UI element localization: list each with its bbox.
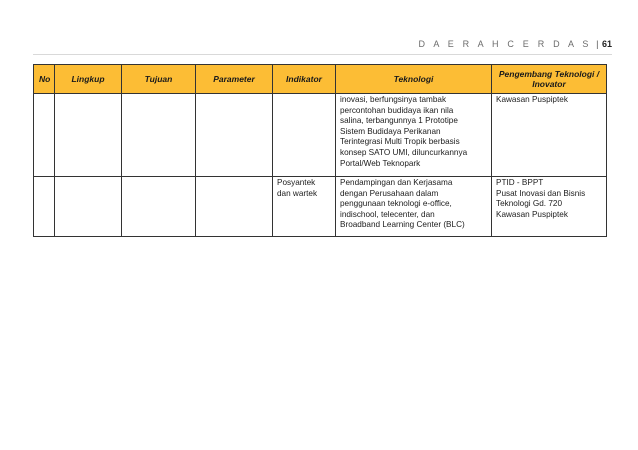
cell-pengembang [492, 177, 607, 237]
column-header-pengembang: Pengembang Teknologi / Inovator [492, 65, 607, 94]
table-row [34, 177, 607, 237]
column-header-parameter: Parameter [196, 65, 273, 94]
teknologi-line: percontohan budidaya ikan nila [340, 105, 454, 115]
page-number: 61 [601, 39, 612, 49]
cell-no [34, 177, 55, 237]
column-header-teknologi: Teknologi [336, 65, 492, 94]
cell-no [34, 94, 55, 177]
teknologi-line: konsep SATO UMI, diluncurkannya [340, 147, 468, 157]
cell-tujuan [122, 177, 196, 237]
teknologi-line: indischool, telecenter, dan [340, 209, 435, 219]
column-header-tujuan: Tujuan [122, 65, 196, 94]
column-header-indikator: Indikator [273, 65, 336, 94]
running-header [0, 39, 612, 50]
teknologi-line: penggunaan teknologi e-office, [340, 199, 452, 209]
teknologi-line: Terintegrasi Multi Tropik berbasis [340, 137, 460, 147]
teknologi-line: inovasi, berfungsinya tambak [340, 95, 447, 104]
table-header-row [34, 65, 607, 94]
teknologi-line: Pendampingan dan Kerjasama [340, 178, 453, 187]
cell-pengembang [492, 94, 607, 177]
pengembang-line: Teknologi Gd. 720 [496, 199, 562, 209]
teknologi-line: Sistem Budidaya Perikanan [340, 126, 441, 136]
cell-lingkup [55, 94, 122, 177]
pengembang-line: Pusat Inovasi dan Bisnis [496, 188, 586, 198]
teknologi-line: salina, terbangunnya 1 Prototipe [340, 116, 458, 126]
indikator-line: Posyantek [277, 178, 316, 187]
cell-tujuan [122, 94, 196, 177]
cell-parameter [196, 94, 273, 177]
data-table [33, 64, 607, 237]
cell-parameter [196, 177, 273, 237]
pengembang-line: Kawasan Puspiptek [496, 95, 568, 104]
header-divider [33, 54, 612, 55]
running-header-title: D A E R A H C E R D A S [418, 39, 592, 49]
cell-lingkup [55, 177, 122, 237]
pengembang-line: PTID - BPPT [496, 178, 544, 187]
cell-indikator [273, 94, 336, 177]
column-header-no: No [34, 65, 55, 94]
pengembang-line: Kawasan Puspiptek [496, 209, 568, 219]
teknologi-line: Portal/Web Teknopark [340, 158, 421, 168]
cell-teknologi [336, 177, 492, 237]
cell-teknologi [336, 94, 492, 177]
teknologi-line: Broadband Learning Center (BLC) [340, 220, 465, 230]
teknologi-line: dengan Perusahaan dalam [340, 188, 439, 198]
column-header-lingkup: Lingkup [55, 65, 122, 94]
table-row [34, 94, 607, 177]
indikator-line: dan wartek [277, 188, 318, 198]
running-header-separator: | [596, 39, 599, 49]
cell-indikator [273, 177, 336, 237]
